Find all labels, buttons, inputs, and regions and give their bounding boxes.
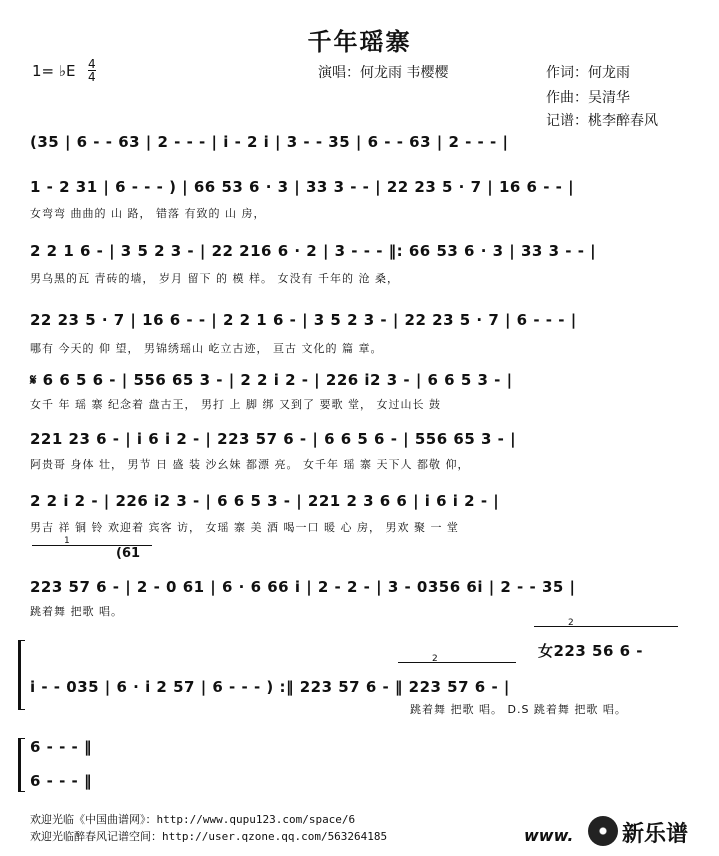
singers: 演唱：何龙雨 韦樱樱	[318, 65, 449, 81]
time-signature	[88, 58, 96, 83]
system-bracket-1	[18, 640, 25, 710]
score-row-6-notes: 221 23 6 - | i 6 i 2 - | 223 57 6 - | 6 6 5 6 - | 556 65 3 - |	[30, 430, 517, 448]
footer-line-1: 欢迎光临《中国曲谱网》：http://www.qupu123.com/space/6	[30, 813, 356, 826]
score-row-5-lyrics: 女千 年 瑶 寨 纪念着 盘古王， 男打 上 脚 绑 又到了 要歌 堂， 女过山长 鼓	[30, 398, 441, 411]
score-row-9-upper-notes: 女223 56 6 -	[538, 642, 644, 660]
transcriber: 记谱：桃李醉春风	[546, 113, 658, 129]
footer-line-2: 欢迎光临醉春风记谱空间：http://user.qzone.qq.com/563264185	[30, 830, 388, 843]
watermark-www: www.	[524, 826, 574, 845]
volta-2-line	[398, 662, 516, 663]
score-row-6-lyrics: 阿贵哥 身体 壮， 男节 日 盛 装 沙幺妹 都漂 亮。 女千年 瑶 寨 天下人 都敬 仰，	[30, 458, 470, 471]
score-row-2-notes: 1 - 2 31 | 6 - - - ) | 66 53 6 · 3 | 33 3 - - | 22 23 5 · 7 | 16 6 - - |	[30, 178, 575, 196]
volta-2-upper-line	[534, 626, 678, 627]
score-row-2-lyrics: 女弯弯 曲曲的 山 路， 错落 有致的 山 房，	[30, 207, 266, 220]
ossia-notes: (61	[116, 546, 141, 561]
page-title: 千年瑶寨	[307, 28, 412, 56]
score-row-8-lyrics: 跳着舞 把歌 唱。	[30, 605, 123, 618]
vinyl-record-icon	[588, 816, 618, 846]
score-row-1-notes: (35 | 6 - - 63 | 2 - - - | i - 2 i | 3 - - 35 | 6 - - 63 | 2 - - - |	[30, 133, 509, 151]
score-row-4-lyrics: 哪有 今天的 仰 望， 男锦绣瑶山 屹立古迹， 亘古 文化的 篇 章。	[30, 342, 383, 355]
score-row-10-notes: 6 - - - ‖	[30, 738, 93, 756]
key-signature: 1= ♭E	[32, 62, 76, 80]
time-signature-top: 4	[88, 57, 96, 71]
composer: 作曲：吴清华	[546, 90, 630, 106]
score-row-9-notes: i - - 035 | 6 · i 2 57 | 6 - - - ) :‖ 223 57 6 - ‖ 223 57 6 - |	[30, 678, 510, 696]
score-row-7-lyrics: 男吉 祥 铜 铃 欢迎着 宾客 访， 女瑶 寨 美 酒 喝一口 暖 心 房， 男欢 聚 一 堂	[30, 521, 459, 534]
score-row-7-notes: 2 2 i 2 - | 226 i2 3 - | 6 6 5 3 - | 221 2 3 6 6 | i 6 i 2 - |	[30, 492, 500, 510]
score-row-5-notes: 𝄋 6 6 5 6 - | 556 65 3 - | 2 2 i 2 - | 226 i2 3 - | 6 6 5 3 - |	[30, 371, 513, 389]
score-row-10-lower-notes: 6 - - - ‖	[30, 772, 93, 790]
score-row-3-notes: 2 2 1 6 - | 3 5 2 3 - | 22 216 6 · 2 | 3 - - - ‖: 66 53 6 · 3 | 33 3 - - |	[30, 242, 597, 260]
volta-2-number: 2	[432, 654, 438, 664]
score-row-4-notes: 22 23 5 · 7 | 16 6 - - | 2 2 1 6 - | 3 5 2 3 - | 22 23 5 · 7 | 6 - - - |	[30, 311, 577, 329]
score-row-3-lyrics: 男乌黑的瓦 青砖的墙， 岁月 留下 的 模 样。 女没有 千年的 沧 桑，	[30, 272, 399, 285]
score-row-9-lyrics: 跳着舞 把歌 唱。 D.S 跳着舞 把歌 唱。	[410, 703, 627, 716]
score-row-8-notes: 223 57 6 - | 2 - 0 61 | 6 · 6 66 i | 2 - 2 - | 3 - 0356 6i | 2 - - 35 |	[30, 578, 576, 596]
watermark-brand: 新乐谱	[622, 822, 689, 847]
time-signature-bottom: 4	[88, 70, 96, 84]
system-bracket-2	[18, 738, 25, 792]
lyricist: 作词：何龙雨	[546, 65, 630, 81]
volta-1-number: 1	[64, 536, 70, 546]
volta-2-upper-number: 2	[568, 618, 574, 628]
